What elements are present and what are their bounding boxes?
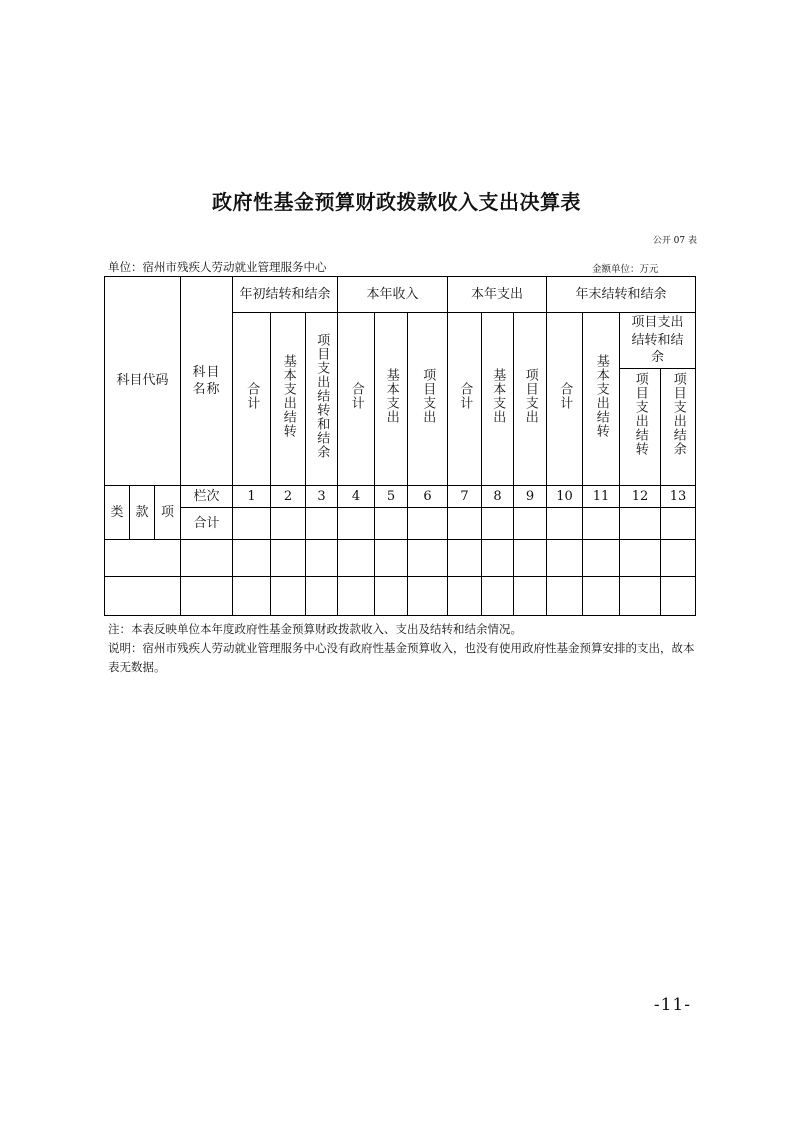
income-project-header: 项目支出 <box>408 313 448 486</box>
end-project-balance-header: 项目支出结余 <box>661 369 696 486</box>
table-cell <box>514 540 547 577</box>
column-number: 13 <box>661 486 696 508</box>
table-cell <box>547 577 583 616</box>
expense-total-header: 合计 <box>448 313 482 486</box>
begin-project-carryover-header: 项目支出结转和结余 <box>306 313 338 486</box>
table-cell <box>514 508 547 540</box>
column-number-row <box>105 486 696 508</box>
table-cell <box>620 508 661 540</box>
table-cell <box>620 577 661 616</box>
end-basic-carryover-header: 基本支出结转 <box>583 313 620 486</box>
column-number: 6 <box>408 486 448 508</box>
table-cell <box>547 508 583 540</box>
table-cell <box>620 540 661 577</box>
column-number: 12 <box>620 486 661 508</box>
column-number: 1 <box>233 486 271 508</box>
income-header: 本年收入 <box>338 277 448 313</box>
table-cell <box>375 540 408 577</box>
column-number: 11 <box>583 486 620 508</box>
expense-basic-header: 基本支出 <box>482 313 514 486</box>
table-cell <box>408 577 448 616</box>
category-header: 类 <box>105 486 130 540</box>
income-total-header: 合计 <box>338 313 375 486</box>
column-number: 2 <box>271 486 306 508</box>
notes <box>108 620 696 677</box>
item-header: 项 <box>155 486 181 540</box>
table-cell <box>306 540 338 577</box>
column-number: 10 <box>547 486 583 508</box>
sum-row-label: 合计 <box>181 508 233 540</box>
end-project-carry-header: 项目支出结转 <box>620 369 661 486</box>
expenditure-header: 本年支出 <box>448 277 547 313</box>
table-cell <box>583 577 620 616</box>
table-row <box>105 540 696 577</box>
table-cell <box>233 577 271 616</box>
table-cell <box>338 508 375 540</box>
amount-unit: 金额单位：万元 <box>592 264 659 275</box>
table-cell <box>547 540 583 577</box>
column-number: 8 <box>482 486 514 508</box>
table-cell <box>482 540 514 577</box>
table-cell <box>661 540 696 577</box>
table-cell <box>181 540 233 577</box>
subject-code-header: 科目代码 <box>105 277 181 486</box>
table-cell <box>271 508 306 540</box>
table-cell <box>233 508 271 540</box>
reporting-unit: 单位：宿州市残疾人劳动就业管理服务中心 <box>108 260 327 274</box>
table-cell <box>375 577 408 616</box>
table-cell <box>338 540 375 577</box>
table-cell <box>408 540 448 577</box>
subject-name-header <box>181 277 233 486</box>
table-cell <box>448 577 482 616</box>
section-header: 款 <box>130 486 155 540</box>
table-row <box>105 577 696 616</box>
column-number: 9 <box>514 486 547 508</box>
table-cell <box>514 577 547 616</box>
header-row-1 <box>105 277 696 313</box>
table-cell <box>375 508 408 540</box>
note-text: 注：本表反映单位本年度政府性基金预算财政拨款收入、支出及结转和结余情况。 <box>108 622 522 636</box>
begin-carryover-label: 年初结转和结余 <box>239 286 331 302</box>
form-code: 公开 07 表 <box>652 236 697 246</box>
column-number: 5 <box>375 486 408 508</box>
table-cell <box>105 577 181 616</box>
table-cell <box>181 577 233 616</box>
table-cell <box>271 540 306 577</box>
begin-total-header: 合计 <box>233 313 271 486</box>
column-number: 4 <box>338 486 375 508</box>
table-cell <box>661 577 696 616</box>
table-cell <box>661 508 696 540</box>
table-cell <box>583 540 620 577</box>
page-title: 政府性基金预算财政拨款收入支出决算表 <box>212 190 581 214</box>
column-number: 7 <box>448 486 482 508</box>
table-cell <box>105 540 181 577</box>
table-cell <box>583 508 620 540</box>
end-project-carryover-header: 项目支出结转和结余 <box>620 313 696 369</box>
column-number: 3 <box>306 486 338 508</box>
table-cell <box>448 540 482 577</box>
table-cell <box>271 577 306 616</box>
income-basic-header: 基本支出 <box>375 313 408 486</box>
explanation-text: 说明：宿州市残疾人劳动就业管理服务中心没有政府性基金预算收入，也没有使用政府性基金预算安排的支出，故本表无数据。 <box>108 641 695 674</box>
expense-project-header: 项目支出 <box>514 313 547 486</box>
table-cell <box>482 508 514 540</box>
table-cell <box>482 577 514 616</box>
subject-name-label: 科目名称 <box>192 364 221 397</box>
end-total-header: 合计 <box>547 313 583 486</box>
budget-table <box>104 276 696 616</box>
table-cell <box>233 540 271 577</box>
end-carryover-header: 年末结转和结余 <box>547 277 696 313</box>
table-cell <box>306 577 338 616</box>
table-cell <box>448 508 482 540</box>
table-cell <box>408 508 448 540</box>
begin-basic-carryover-header: 基本支出结转 <box>271 313 306 486</box>
table-cell <box>338 577 375 616</box>
begin-carryover-header <box>233 277 338 313</box>
column-index-label: 栏次 <box>181 486 233 508</box>
page-number: -11- <box>653 995 691 1015</box>
sum-row <box>105 508 696 540</box>
table-cell <box>306 508 338 540</box>
